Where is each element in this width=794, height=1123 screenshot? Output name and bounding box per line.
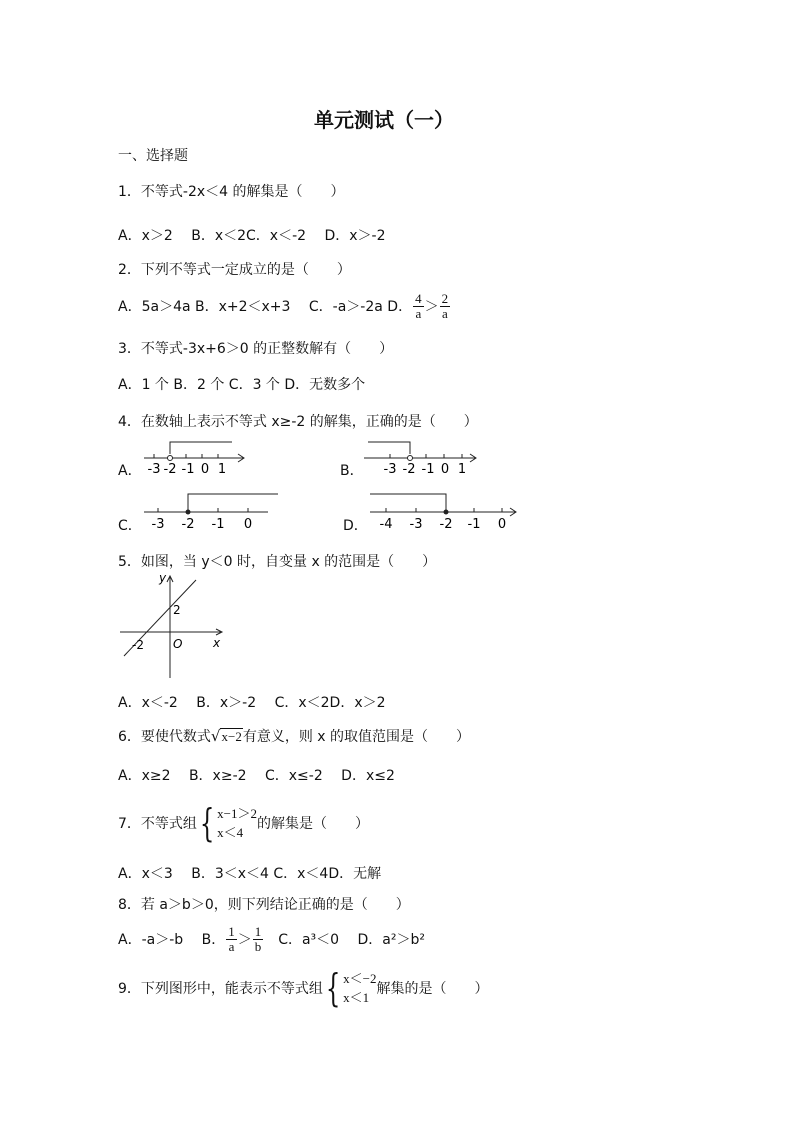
q7-system-line-2: x＜4	[217, 825, 244, 840]
tick-label: -4	[379, 517, 393, 532]
number-line-b	[362, 436, 482, 480]
q2-options-text: A．5a＞4a B．x+2＜x+3 C．-a＞-2a D．	[118, 299, 413, 315]
q5-graph	[118, 570, 226, 680]
number-line-a	[140, 436, 260, 480]
q7-stem-text-a: 7．不等式组	[118, 816, 197, 832]
closed-endpoint	[444, 510, 449, 515]
tick-label: -3	[409, 517, 423, 532]
q5-stem: 5．如图，当 y＜0 时，自变量 x 的范围是（ ）	[118, 554, 437, 570]
tick-label: 0	[440, 462, 450, 477]
q6-stem-text-a: 6．要使代数式	[118, 729, 211, 745]
q7-system	[217, 804, 257, 842]
closed-endpoint	[186, 510, 191, 515]
q2-gt: ＞	[424, 299, 439, 315]
q9-system-line-2: x＜1	[343, 990, 370, 1005]
tick-label: -2	[439, 517, 453, 532]
tick-label: -2	[181, 517, 195, 532]
q7-stem	[118, 801, 369, 845]
q3-options: A．1 个 B．2 个 C．3 个 D．无数多个	[118, 377, 366, 393]
q4-label-a: A．	[118, 463, 142, 479]
q9-stem-text-b: 解集的是（ ）	[376, 981, 489, 997]
tick-label: 0	[497, 517, 507, 532]
tick-label: -3	[147, 462, 161, 477]
q7-options: A．x＜3 B．3＜x＜4 C．x＜4D．无解	[118, 866, 382, 882]
tick-label: -3	[383, 462, 397, 477]
y-intercept-label: 2	[173, 603, 181, 617]
tick-label: 0	[200, 462, 210, 477]
q8-options	[118, 920, 425, 958]
q2-options	[118, 288, 451, 324]
q8-options-text-b: C．a³＜0 D．a²＞b²	[264, 932, 425, 948]
tick-label: -1	[211, 517, 225, 532]
tick-label: 0	[243, 517, 253, 532]
sqrt-symbol: √	[210, 727, 221, 745]
q4-label-d: D．	[343, 518, 368, 534]
q9-stem-text-a: 9．下列图形中，能表示不等式组	[118, 981, 323, 997]
x-axis-label: x	[213, 636, 221, 650]
tick-label: 1	[457, 462, 467, 477]
tick-label: -2	[402, 462, 416, 477]
q6-options: A．x≥2 B．x≥-2 C．x≤-2 D．x≤2	[118, 768, 395, 784]
tick-label: -3	[151, 517, 165, 532]
q4-label-c: C．	[118, 518, 142, 534]
brace-icon: {	[199, 801, 215, 845]
q9-system	[343, 969, 376, 1007]
q2-fraction-2	[440, 292, 451, 321]
q6-stem	[118, 726, 470, 746]
q7-stem-text-b: 的解集是（ ）	[256, 816, 369, 832]
q6-stem-text-b: 有意义，则 x 的取值范围是（ ）	[242, 729, 471, 745]
q1-options: A．x＞2 B．x＜2C．x＜-2 D．x＞-2	[118, 228, 386, 244]
q1-stem: 1．不等式-2x＜4 的解集是（ ）	[118, 184, 345, 200]
q3-stem: 3．不等式-3x+6＞0 的正整数解有（ ）	[118, 341, 394, 357]
q2-frac1-num: 4	[415, 290, 422, 306]
section-heading: 一、选择题	[118, 148, 188, 164]
q4-label-b: B．	[340, 463, 364, 479]
q8-options-text-a: A．-a＞-b B．	[118, 932, 226, 948]
q2-frac2-num: 2	[441, 290, 449, 306]
q8-stem: 8．若 a＞b＞0，则下列结论正确的是（ ）	[118, 897, 410, 913]
q2-frac1-den: a	[413, 306, 424, 321]
q8-frac2-den: b	[254, 938, 262, 954]
q8-frac1-num: 1	[228, 923, 235, 939]
x-intercept-label: -2	[132, 638, 144, 652]
q9-system-line-1: x＜−2	[343, 971, 377, 986]
number-line-d	[366, 488, 522, 534]
tick-label: -1	[421, 462, 435, 477]
q4-stem: 4．在数轴上表示不等式 x≥-2 的解集，正确的是（ ）	[118, 414, 478, 430]
q9-stem	[118, 965, 488, 1011]
page-title: 单元测试（一）	[314, 108, 454, 132]
q8-gt: ＞	[237, 932, 252, 948]
tick-label: -1	[181, 462, 195, 477]
q2-fraction-1	[413, 292, 424, 321]
open-endpoint	[168, 456, 173, 461]
q8-frac2-num: 1	[254, 923, 262, 939]
q8-fraction-2	[253, 925, 264, 954]
q8-frac1-den: a	[226, 939, 237, 954]
q5-options: A．x＜-2 B．x＞-2 C．x＜2D．x＞2	[118, 695, 386, 711]
q7-system-line-1: x−1＞2	[217, 806, 257, 821]
brace-icon: {	[325, 966, 341, 1010]
open-endpoint	[408, 456, 413, 461]
tick-label: -1	[467, 517, 481, 532]
tick-label: -2	[163, 462, 177, 477]
q8-fraction-1	[226, 925, 237, 954]
y-axis-label: y	[159, 571, 167, 585]
q6-radicand: x−2	[221, 728, 242, 744]
number-line-c	[140, 488, 285, 534]
q2-frac2-den: a	[440, 306, 451, 321]
origin-label: O	[173, 637, 183, 651]
q2-stem: 2．下列不等式一定成立的是（ ）	[118, 262, 351, 278]
tick-label: 1	[217, 462, 227, 477]
